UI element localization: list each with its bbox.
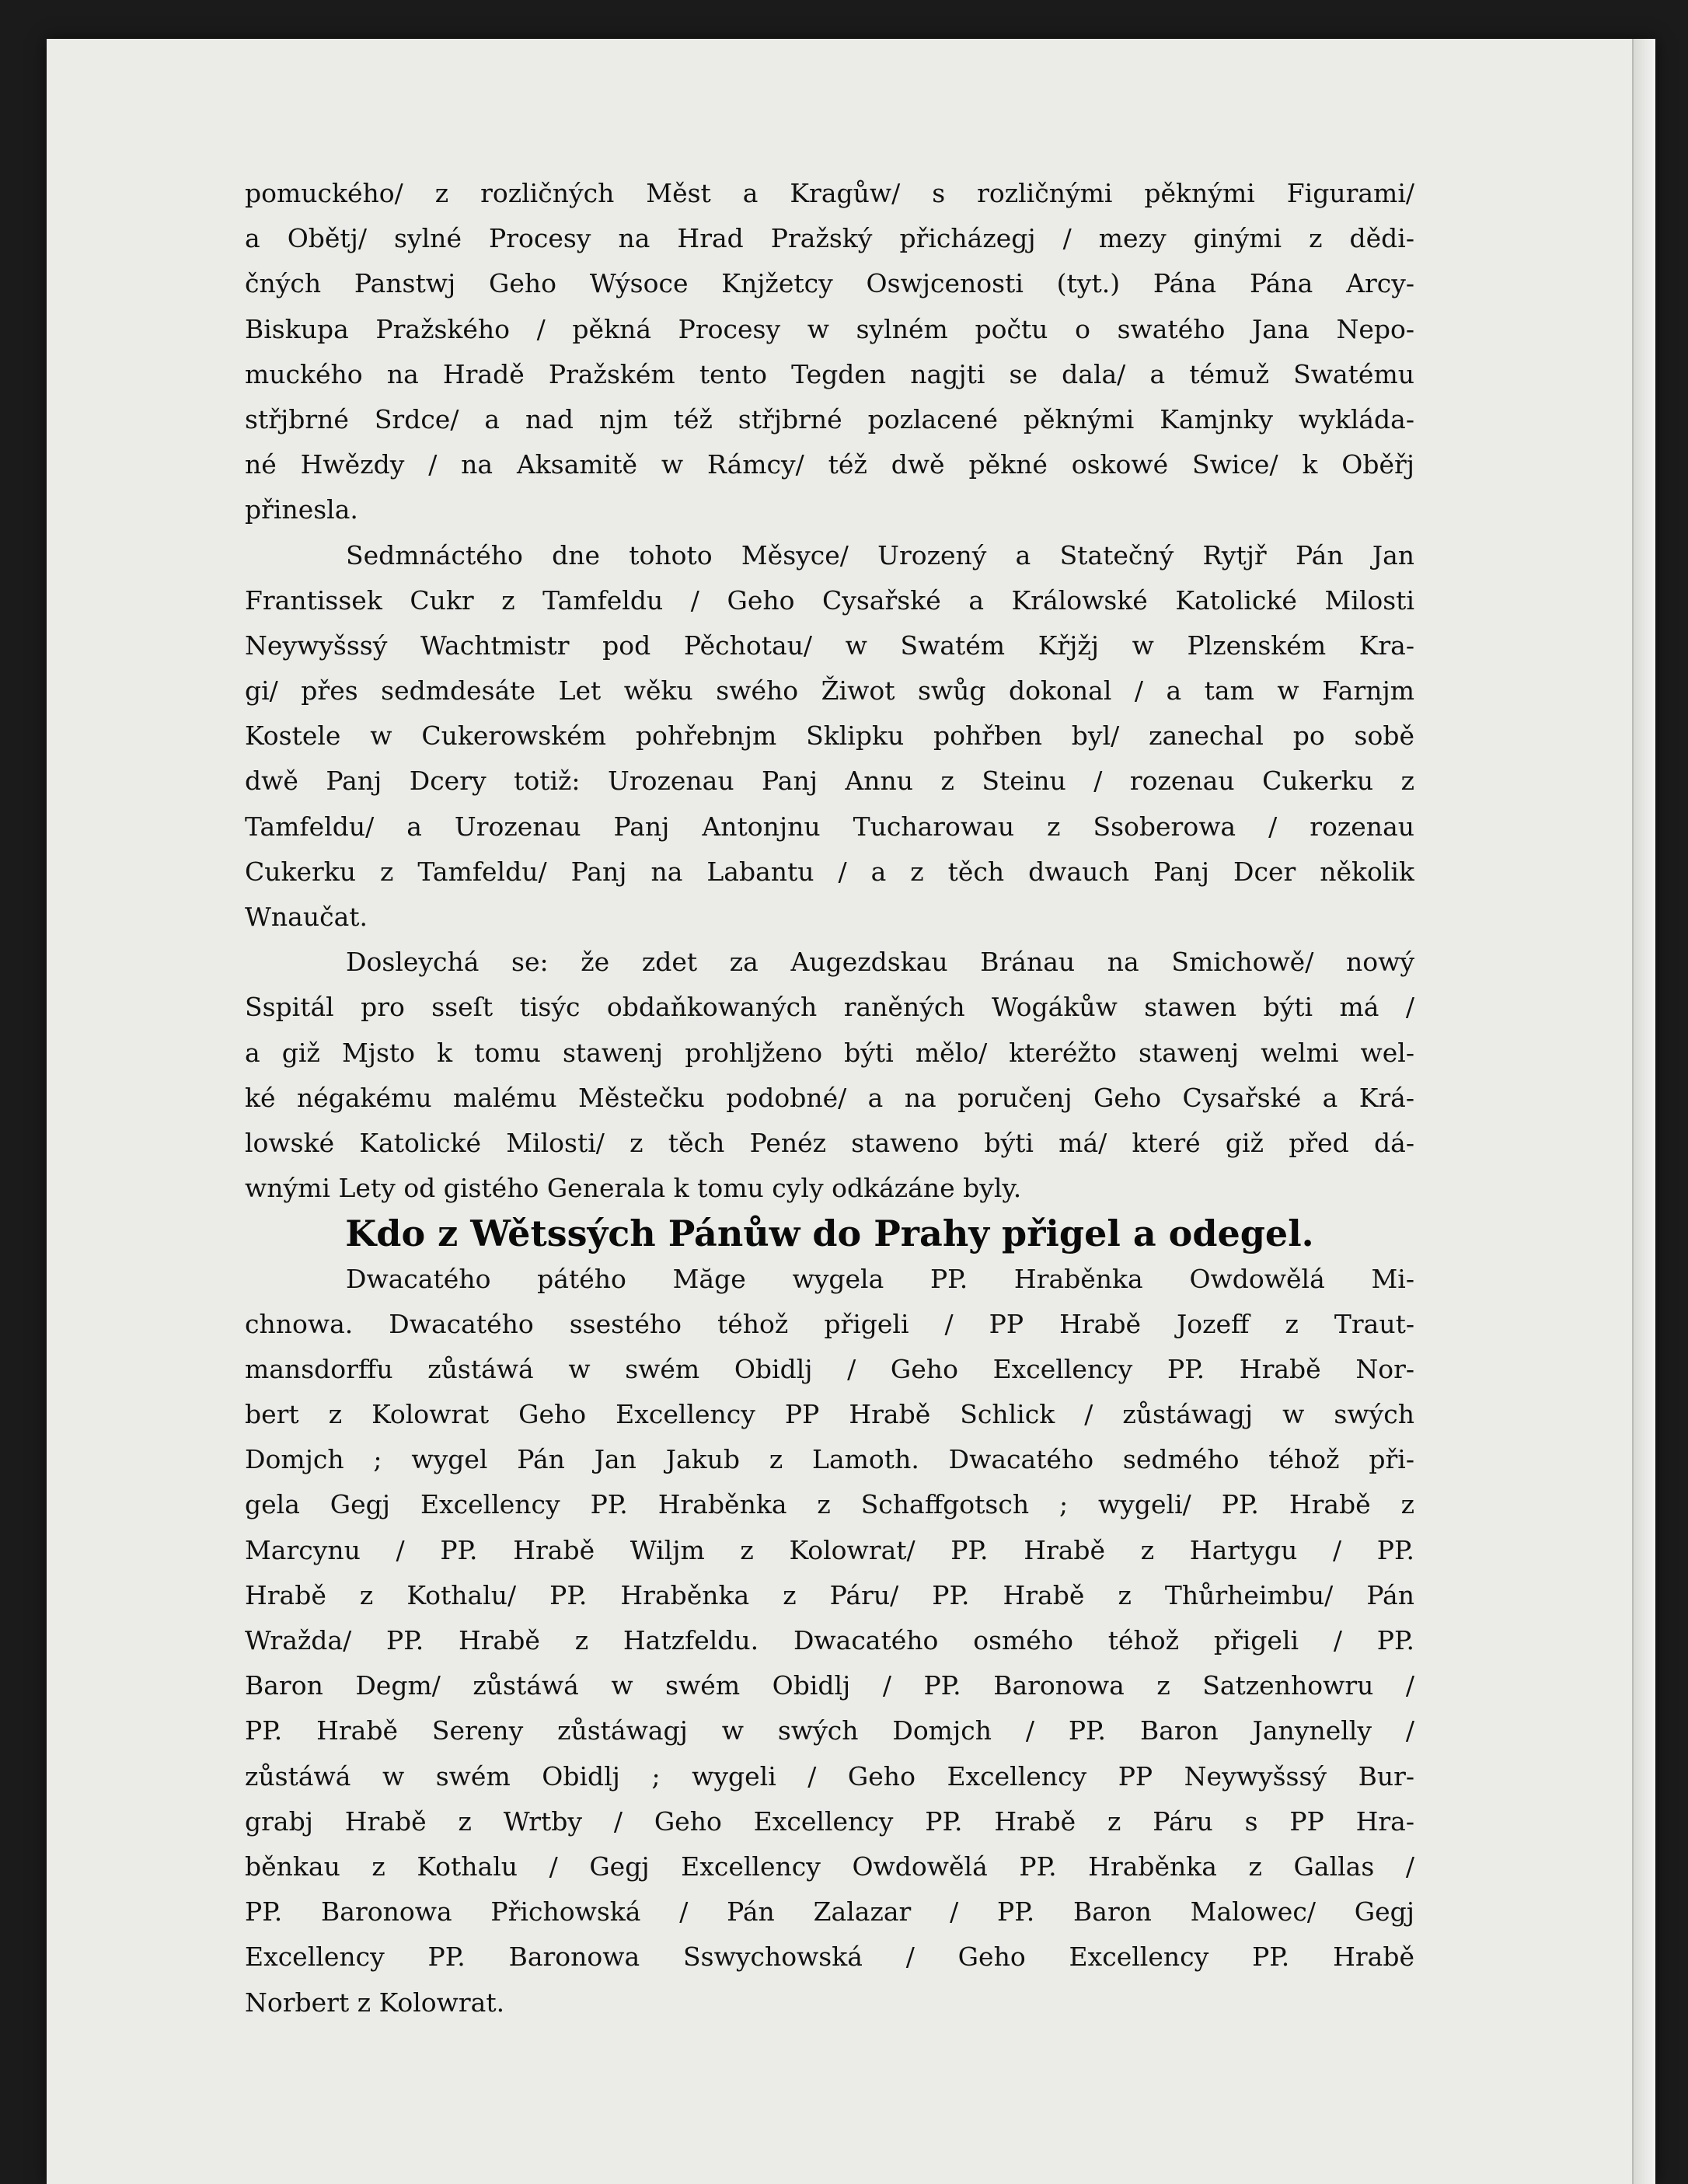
text-line: a giž Mjsto k tomu stawenj prohljženo býti mělo/ kteréžto stawenj welmi wel-: [245, 1037, 1414, 1068]
text-line: PP. Hrabě Sereny zůstáwagj w swých Domjch / PP. Baron Janynelly /: [245, 1715, 1414, 1746]
text-line: Wnaučat.: [245, 902, 368, 932]
text-line: lowské Katolické Milosti/ z těch Penéz stawenο býti má/ které giž před dá-: [245, 1127, 1414, 1158]
text-line: Domjch ; wygel Pán Jan Jakub z Lamoth. Dwacatého sedmého téhož při-: [245, 1444, 1414, 1475]
text-line: Sspitál pro sseſt tisýc obdaňkowaných raněných Wogákůw stawen býti má /: [245, 992, 1414, 1023]
text-line: mansdorffu zůstáwá w swém Obidlj / Geho Excellency PP. Hrabě Nor-: [245, 1353, 1414, 1384]
paragraph-hospital: [245, 940, 1414, 1211]
text-line: né Hwězdy / na Aksamitě w Rámcy/ též dwě pěkné oskowé Swice/ k Oběřj: [245, 449, 1414, 480]
text-line: Marcynu / PP. Hrabě Wiljm z Kolowrat/ PP. Hrabě z Hartygu / PP.: [245, 1534, 1414, 1565]
paragraph-arrivals-departures: [245, 1257, 1414, 2025]
text-line: Sedmnáctého dne tohoto Měsyce/ Urozený a Statečný Rytjř Pán Jan: [346, 539, 1414, 570]
text-line: gi/ přes sedmdesáte Let wěku swého Žiwot swůg dokonal / a tam w Farnjm: [245, 675, 1414, 706]
text-line: Baron Degm/ zůstáwá w swém Obidlj / PP. Baronowa z Satzenhowru /: [245, 1670, 1414, 1701]
text-line: grabj Hrabě z Wrtby / Geho Excellency PP. Hrabě z Páru s PP Hra-: [245, 1805, 1414, 1837]
text-line: wnými Lety od gistého Generala k tomu cyly odkázáne byly.: [245, 1173, 1022, 1204]
text-line: Frantissek Cukr z Tamfeldu / Geho Cysařské a Králowské Katolické Milosti: [245, 584, 1414, 616]
text-line: Cukerku z Tamfeldu/ Panj na Labantu / a z těch dwauch Panj Dcer několik: [245, 856, 1414, 887]
paragraph-procession: [245, 171, 1414, 533]
text-line: dwě Panj Dcery totiž: Urozenau Panj Annu z Steinu / rozenau Cukerku z: [245, 766, 1414, 797]
page-edge: [1632, 39, 1655, 2184]
text-line: Excellency PP. Baronowa Sswychowská / Geho Excellency PP. Hrabě: [245, 1942, 1414, 1973]
text-line: pomuckého/ z rozličných Měst a Kragůw/ s rozličnými pěknými Figurami/: [245, 178, 1414, 208]
text-line: Dwacatého pátého Măge wygela PP. Hraběnka Owdowělá Mi-: [346, 1263, 1414, 1294]
text-line: Wražda/ PP. Hrabě z Hatzfeldu. Dwacatého osmého téhož přigeli / PP.: [245, 1625, 1414, 1655]
text-line: běnkau z Kothalu / Gegj Excellency Owdowělá PP. Hraběnka z Gallas /: [245, 1851, 1414, 1882]
text-line: Dosleychá se: že zdet za Augezdskau Bránau na Smichowě/ nowý: [346, 947, 1414, 978]
text-line: gela Gegj Excellency PP. Hraběnka z Schaffgotsch ; wygeli/ PP. Hrabě z: [245, 1489, 1414, 1520]
text-line: Biskupa Pražského / pěkná Procesy w sylném počtu o swatého Jana Nepo-: [245, 313, 1414, 344]
text-line: PP. Baronowa Přichowská / Pán Zalazar / PP. Baron Malowec/ Gegj: [245, 1896, 1414, 1928]
text-line: Hrabě z Kothalu/ PP. Hraběnka z Páru/ PP. Hrabě z Thůrheimbu/ Pán: [245, 1579, 1414, 1610]
text-line: chnowa. Dwacatého ssestého téhož přigeli / PP Hrabě Jozeff z Traut-: [245, 1308, 1414, 1339]
text-line: Kostele w Cukerowském pohřebnjm Sklipku pohřben byl/ zanechal po sobě: [245, 720, 1414, 752]
text-line: Neywyšssý Wachtmistr pod Pěchotau/ w Swatém Křjžj w Plzenském Kra-: [245, 630, 1414, 661]
text-line: a Obětj/ sylné Procesy na Hrad Pražský přicházegj / mezy ginými z dědi-: [245, 223, 1414, 254]
section-heading: Kdo z Wětssých Pánůw do Prahy přigel a odegel.: [345, 1212, 1314, 1255]
text-line: ké négakému malému Městečku podobné/ a na poručenj Geho Cysařské a Krá-: [245, 1082, 1414, 1113]
text-line: Tamfeldu/ a Urozenau Panj Antonjnu Tucharowau z Ssoberowa / rozenau: [245, 811, 1414, 842]
document-page: [47, 39, 1655, 2184]
text-line: zůstáwá w swém Obidlj ; wygeli / Geho Excellency PP Neywyšssý Bur-: [245, 1760, 1414, 1792]
text-line: střjbrné Srdce/ a nad njm též střjbrné pozlacené pěknými Kamjnky wykláda-: [245, 403, 1414, 434]
text-line: Norbert z Kolowrat.: [245, 1987, 505, 2018]
paragraph-obituary: [245, 533, 1414, 940]
text-column: [245, 171, 1414, 2025]
text-line: přinesla.: [245, 494, 358, 525]
text-line: čných Panstwj Geho Wýsoce Knjžetcy Oswjcenosti (tyt.) Pána Pána Arcy-: [245, 268, 1414, 299]
text-line: bert z Kolowrat Geho Excellency PP Hrabě Schlick / zůstáwagj w swých: [245, 1399, 1414, 1430]
text-line: muckého na Hradě Pražském tento Tegden nagjti se dala/ a témuž Swatému: [245, 358, 1414, 389]
